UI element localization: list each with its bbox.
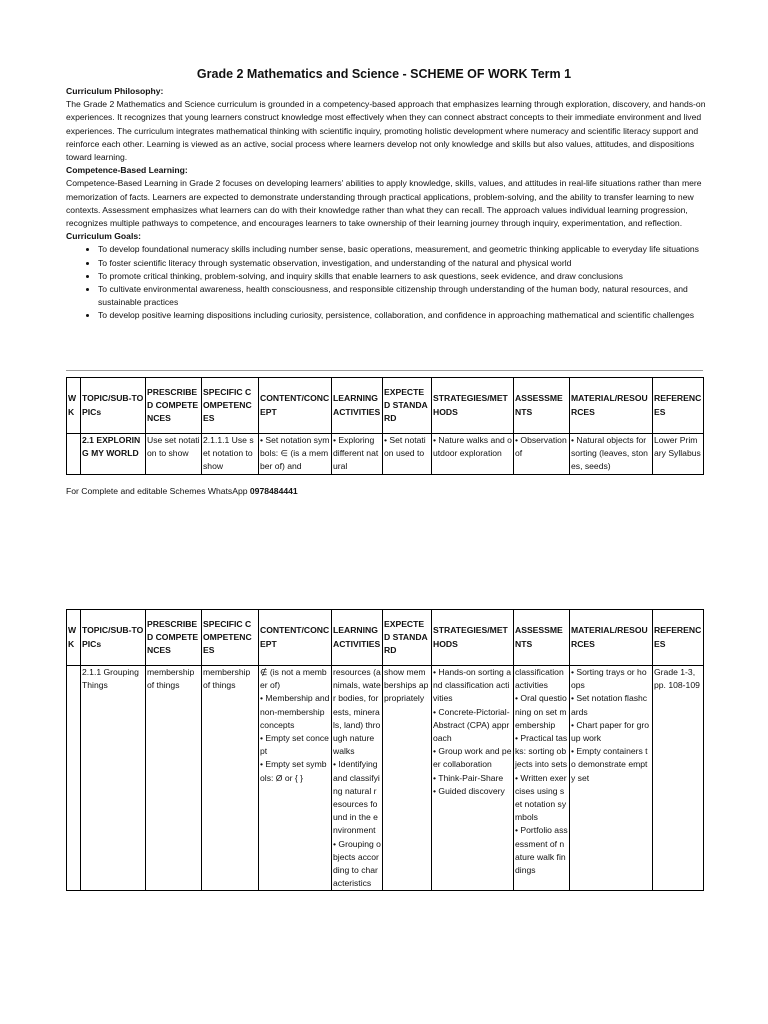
cell-specific: 2.1.1.1 Use set notation to show (202, 434, 259, 475)
goals-heading: Curriculum Goals: (66, 231, 141, 242)
philosophy-heading: Curriculum Philosophy: (66, 86, 164, 96)
header-topic: TOPIC/SUB-TOPICs (81, 610, 146, 666)
table-header-row (67, 610, 704, 666)
goal-item: • To promote critical thinking, problem-solving, and inquiry skills that enable learners to ask questions, seek evidence, and draw conclusions (98, 270, 706, 283)
cell-strategies: • Hands-on sorting and classification activities • Concrete-Pictorial-Abstract (CPA) approach • Group work and peer collaboration • Think-Pair-Share • Guided discovery (432, 666, 514, 891)
cell-standard: show memberships appropriately (383, 666, 432, 891)
table-header-row (67, 378, 704, 434)
scheme-table-2 (66, 609, 704, 891)
cell-assessments: • Observation of (514, 434, 570, 475)
footer-text: For Complete and editable Schemes WhatsApp (66, 486, 250, 496)
header-specific: SPECIFIC COMPETENCES (202, 378, 259, 434)
header-content: CONTENT/CONCEPT (259, 610, 332, 666)
header-activities: LEARNING ACTIVITIES (332, 610, 383, 666)
table-row (67, 434, 704, 475)
header-wk: W K (67, 378, 81, 434)
cell-assessments: classification activities • Oral questioning on set membership • Practical tasks: sorting objects into sets • Written exercises using set notation symbols • Portfolio assessment of nature walk findings (514, 666, 570, 891)
cell-wk (67, 666, 81, 891)
header-specific: SPECIFIC COMPETENCES (202, 610, 259, 666)
header-assessments: ASSESSMENTS (514, 610, 570, 666)
cell-references: Lower Primary Syllabus (653, 434, 704, 475)
header-strategies: STRATEGIES/METHODS (432, 610, 514, 666)
goals-list (66, 243, 706, 322)
cell-activities: resources (animals, water bodies, forests, minerals, land) through nature walks • Identifying and classifying natural resources found in the environment • Grouping objects according to characteristics (332, 666, 383, 891)
header-standard: EXPECTED STANDARD (383, 610, 432, 666)
cell-content: • Set notation symbols: ∈ (is a member of) and (259, 434, 332, 475)
cell-materials: • Natural objects for sorting (leaves, stones, seeds) (570, 434, 653, 475)
divider (66, 370, 703, 371)
goal-item: • To develop foundational numeracy skills including number sense, basic operations, measurement, and geometric thinking applicable to everyday life situations (98, 243, 706, 256)
cell-topic: 2.1 EXPLORING MY WORLD (81, 434, 146, 475)
goal-item: • To cultivate environmental awareness, health consciousness, and responsible citizenship through understanding of the human body, natural resources, and sustainable practices (98, 283, 706, 309)
header-materials: MATERIAL/RESOURCES (570, 378, 653, 434)
footer-note (66, 486, 298, 496)
cell-strategies: • Nature walks and outdoor exploration (432, 434, 514, 475)
header-materials: MATERIAL/RESOURCES (570, 610, 653, 666)
goal-item: • To develop positive learning dispositions including curiosity, persistence, collaboration, and confidence in approaching mathematical and scientific challenges (98, 309, 706, 322)
footer-phone: 0978484441 (249, 486, 298, 496)
header-references: REFERENCES (653, 378, 704, 434)
cell-topic: 2.1.1 Grouping Things (81, 666, 146, 891)
header-standard: EXPECTED STANDARD (383, 378, 432, 434)
cell-prescribed: Use set notation to show (146, 434, 202, 475)
header-activities: LEARNING ACTIVITIES (332, 378, 383, 434)
header-strategies: STRATEGIES/METHODS (432, 378, 514, 434)
cell-wk (67, 434, 81, 475)
goal-item: • To foster scientific literacy through systematic observation, investigation, and understanding of the natural and physical world (98, 257, 706, 270)
header-content: CONTENT/CONCEPT (259, 378, 332, 434)
header-prescribed: PRESCRIBED COMPETENCES (146, 378, 202, 434)
table-row (67, 666, 704, 891)
intro-section (66, 85, 706, 323)
cell-specific: membership of things (202, 666, 259, 891)
header-prescribed: PRESCRIBED COMPETENCES (146, 610, 202, 666)
cell-activities: • Exploring different natural (332, 434, 383, 475)
cell-materials: • Sorting trays or hoops • Set notation flashcards • Chart paper for group work • Empty containers to demonstrate empty set (570, 666, 653, 891)
header-assessments: ASSESSMENTS (514, 378, 570, 434)
page-title: Grade 2 Mathematics and Science - SCHEME OF WORK Term 1 (196, 67, 572, 81)
cell-references: Grade 1-3, pp. 108-109 (653, 666, 704, 891)
header-references: REFERENCES (653, 610, 704, 666)
philosophy-text: The Grade 2 Mathematics and Science curriculum is grounded in a competency-based approach that emphasizes learning through exploration, discovery, and hands-on experiences. It recognizes that young learners construct knowledge most effectively when they can connect abstract concepts to their immediate environment and lived experiences. The curriculum integrates mathematical thinking with scientific inquiry, promoting holistic development where numeracy and scientific literacy support and reinforce each other. Learning is viewed as an active, social process where learners develop not only knowledge and skills but also values, attitudes, and dispositions toward learning. (66, 99, 706, 163)
cell-prescribed: membership of things (146, 666, 202, 891)
cbl-heading: Competence-Based Learning: (66, 165, 188, 176)
cell-content: ∉ (is not a member of) • Membership and non-membership concepts • Empty set concept • Empty set symbols: Ø or { } (259, 666, 332, 891)
scheme-table-1 (66, 377, 704, 475)
header-wk: W K (67, 610, 81, 666)
cbl-text: Competence-Based Learning in Grade 2 focuses on developing learners' abilities to apply knowledge, skills, values, and attitudes in real-life situations rather than mere memorization of facts. Learners are expected to demonstrate understanding through practical applications, problem-solving, and the ability to transfer learning to new contexts. Assessment emphasizes what learners can do with their knowledge rather than what they can recall. The approach values individual learning progression, recognizes multiple pathways to competence, and encourages learners to take ownership of their learning journey through inquiry, experimentation, and reflection. (66, 178, 702, 229)
cell-standard: • Set notation used to (383, 434, 432, 475)
header-topic: TOPIC/SUB-TOPICs (81, 378, 146, 434)
